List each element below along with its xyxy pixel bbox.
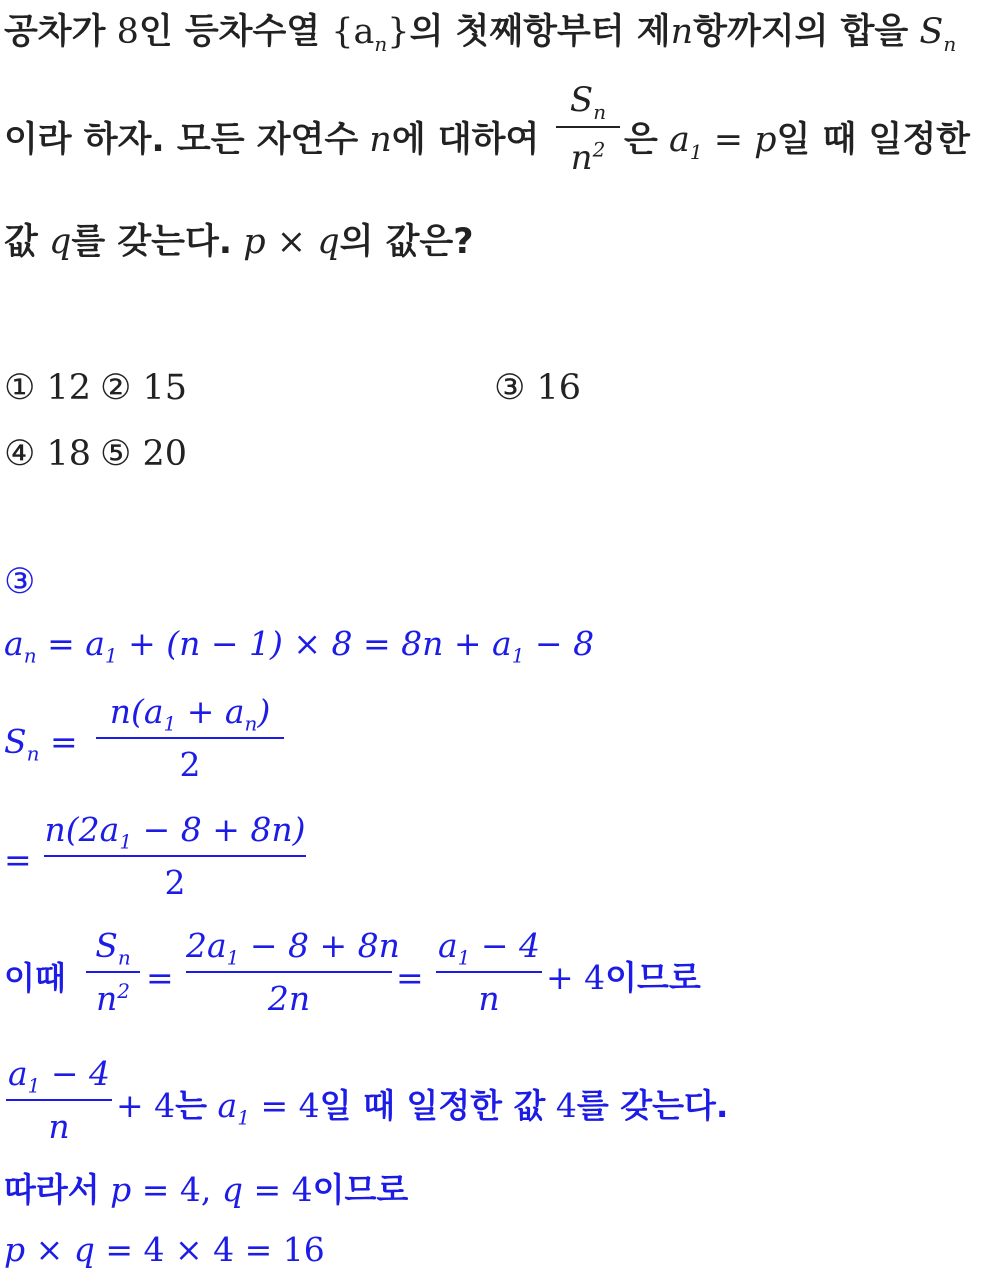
solution-step-4-fraction-3: $a_1 - 4$ n: [437, 926, 541, 1018]
solution-step-5-text: + 4는 $a_1 = 4$일 때 일정한 값 4를 갖는다.: [116, 1086, 729, 1130]
fraction-sn-over-n2: $S_n$ $n^2$: [556, 80, 620, 178]
solution-step-4-fraction-1: $S_n$ $n^2$: [86, 926, 140, 1018]
choice-5[interactable]: ⑤ 20: [100, 434, 188, 474]
solution-step-3-fraction: $n(2a_1 - 8 + 8n)$ 2: [44, 810, 306, 902]
solution-step-6: 따라서 p = 4, q = 4이므로: [4, 1170, 409, 1209]
solution-step-4-tail: + 4이므로: [546, 958, 701, 997]
choice-3[interactable]: ③ 16: [494, 368, 582, 408]
solution-step-2-fraction: $n(a_1 + a_n)$ 2: [96, 692, 284, 784]
problem-line-2: 이라 하자. 모든 자연수 n에 대하여: [4, 120, 540, 160]
sequence-notation: $\{a_n\}$: [331, 12, 410, 56]
choice-4[interactable]: ④ 18: [4, 434, 92, 474]
solution-step-4-prefix: 이때: [4, 959, 66, 997]
problem-line-3: 값 q를 갖는다. p × q의 값은?: [4, 222, 474, 262]
choice-2[interactable]: ② 15: [100, 368, 188, 408]
solution-step-4-fraction-2: $2a_1 - 8 + 8n$ 2n: [186, 926, 400, 1018]
choice-1[interactable]: ① 12: [4, 368, 92, 408]
solution-step-2-lhs: $S_n$ =: [4, 722, 78, 766]
solution-step-3-eq: =: [4, 840, 32, 879]
problem-line-2-tail: 은 $a_1 = p$일 때 일정한: [624, 120, 970, 164]
solution-answer: ③: [4, 562, 36, 602]
solution-step-5-fraction: $a_1 - 4$ n: [7, 1054, 111, 1146]
solution-step-7: p × q = 4 × 4 = 16: [4, 1230, 325, 1269]
solution-step-1: $a_n = a_1 + (n - 1) \times 8 = 8n + a_1 - 8$: [4, 624, 595, 668]
problem-line-1: 공차가 8인 등차수열 $\{a_n\}$의 첫째항부터 제n항까지의 합을 $S_n$: [4, 12, 957, 56]
